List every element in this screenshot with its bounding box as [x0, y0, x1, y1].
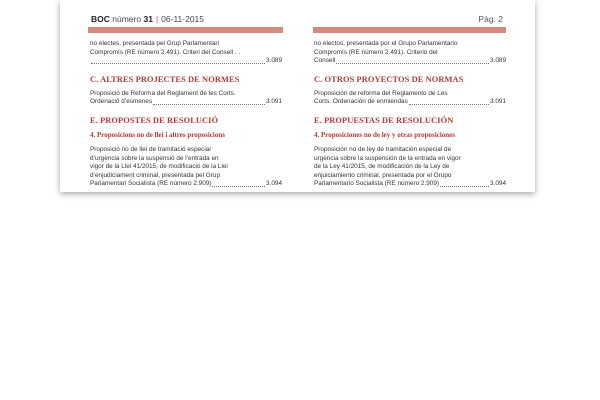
toc-row — [314, 180, 506, 189]
column-valencian — [90, 40, 282, 189]
section-heading-c: C. ALTRES PROJECTES DE NORMES — [90, 74, 240, 84]
section-heading-c: C. OTROS PROYECTOS DE NORMAS — [314, 74, 464, 84]
text-line: Proposición de reforma del Reglamento de Les — [314, 89, 448, 97]
toc-entry — [314, 90, 506, 107]
toc-row — [314, 57, 506, 66]
toc-row — [314, 98, 506, 107]
text-line: vigor de la Llei 41/2015, de modificació de la Llei — [90, 163, 228, 171]
text-line: Proposició de Reforma del Reglament de les Corts. — [90, 89, 236, 97]
page-header-left — [91, 14, 204, 24]
toc-page-number: 3.089 — [266, 57, 282, 65]
header-separator: | — [155, 14, 159, 24]
header-rule-right — [313, 27, 506, 33]
header-rule-left — [88, 27, 283, 33]
subsection-heading: 4. Proposicions no de llei i altres proposicions — [90, 130, 225, 139]
text-line: Consell — [314, 57, 336, 65]
text-line: urgencia sobre la suspensión de la entrada en vigor — [314, 154, 461, 162]
text-line: enjuiciamiento criminal, presentada por el Grupo — [314, 171, 452, 179]
toc-page-number: 3.091 — [266, 98, 282, 106]
toc-page-number: 3.091 — [490, 98, 506, 106]
text-line: Corts. Ordenación de enmiendas — [314, 98, 408, 106]
text-line: d’urgència sobre la suspensió de l’entrada en — [90, 154, 219, 162]
toc-row — [90, 98, 282, 107]
text-line: Compromís (RE número 2.491). Criteri del Consell . . — [90, 48, 241, 56]
continued-entry — [90, 40, 282, 66]
text-line: Compromís (RE número 2.491). Criterio del — [314, 48, 438, 56]
journal-name: BOC — [91, 14, 110, 24]
toc-row — [90, 180, 282, 189]
text-line: Proposició no de llei de tramitació especial — [90, 145, 211, 153]
toc-entry — [90, 146, 282, 189]
toc-page-number: 3.094 — [266, 180, 282, 188]
toc-entry — [314, 146, 506, 189]
section-heading-e: E. PROPOSTES DE RESOLUCIÓ — [90, 115, 219, 125]
subsection-heading: 4. Proposiciones no de ley y otras proposiciones — [314, 130, 455, 139]
text-line: d’enjudiciament criminal, presentada pel Grup — [90, 171, 221, 179]
toc-entry — [90, 90, 282, 107]
issue-number: 31 — [143, 14, 153, 24]
text-line: no electes, presentada pel Grup Parlamentari — [90, 40, 219, 47]
text-line: Parlamentari Socialista (RE número 2.909) — [90, 180, 212, 188]
continued-entry — [314, 40, 506, 66]
page-number: Pàg. 2 — [478, 14, 503, 24]
issue-label: número — [112, 14, 142, 24]
toc-row — [90, 57, 282, 66]
text-line: no electos, presentada por el Grupo Parlamentario — [314, 40, 458, 47]
issue-date: 06-11-2015 — [161, 14, 205, 24]
text-line: Ordenació d’esmenes — [90, 98, 153, 106]
toc-page-number: 3.089 — [490, 57, 506, 65]
text-line: de la Ley 41/2015, de modificación de la Ley de — [314, 163, 450, 171]
section-heading-e: E. PROPUESTAS DE RESOLUCIÓN — [314, 115, 454, 125]
text-line: Parlamentario Socialista (RE número 2.909) — [314, 180, 440, 188]
text-line: Proposición no de ley de tramitación especial de — [314, 145, 452, 153]
document-page — [60, 0, 535, 192]
column-spanish — [314, 40, 506, 189]
toc-page-number: 3.094 — [490, 180, 506, 188]
